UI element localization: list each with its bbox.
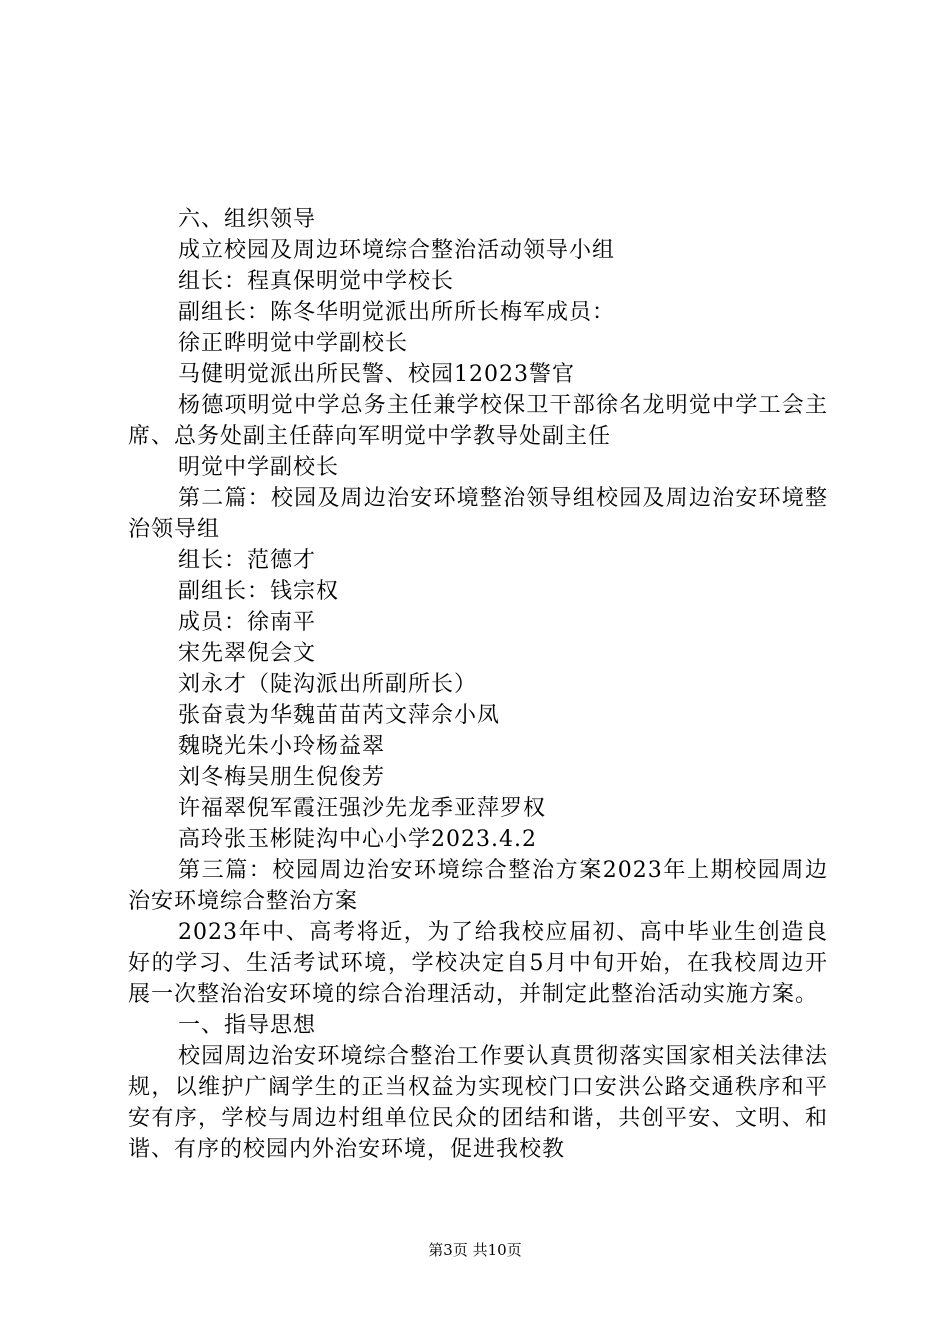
text-line: 成立校园及周边环境综合整治活动领导小组 [178,238,616,263]
text-line: 高玲张玉彬陡沟中心小学2023.4.2 [178,827,537,852]
section-heading: 一、指导思想 [178,1013,317,1038]
text-line: 宋先翠倪会文 [178,641,317,666]
text-line: 组长：程真保明觉中学校长 [178,269,455,294]
text-line: 副组长：陈冬华明觉派出所所长梅军成员： [178,300,616,325]
paragraph: 杨德项明觉中学总务主任兼学校保卫干部徐名龙明觉中学工会主席、总务处副主任薛向军明觉中学教导处副主任 [128,393,828,449]
section-heading: 六、组织领导 [178,207,317,232]
text-line: 魏晓光朱小玲杨益翠 [178,734,386,759]
text-line: 刘永才（陡沟派出所副所长） [178,672,478,697]
text-line: 组长：范德才 [178,548,317,573]
document-body [128,204,828,1165]
text-line: 刘冬梅吴朋生倪俊芳 [178,765,386,790]
text-line: 马健明觉派出所民警、校园12023警官 [178,362,575,387]
text-line: 徐正晔明觉中学副校长 [178,331,409,356]
paragraph: 2023年中、高考将近，为了给我校应届初、高中毕业生创造良好的学习、生活考试环境，学校决定自5月中旬开始，在我校周边开展一次整治治安环境的综合治理活动，并制定此整治活动实施方案。 [128,920,828,1007]
paragraph: 校园周边治安环境综合整治工作要认真贯彻落实国家相关法律法规，以维护广阔学生的正当权益为实现校门口安洪公路交通秩序和平安有序，学校与周边村组单位民众的团结和谐，共创平安、文明、和谐、有序的校园内外治安环境，促进我校教 [128,1044,828,1162]
text-line: 副组长：钱宗权 [178,579,340,604]
chapter-heading: 第二篇：校园及周边治安环境整治领导组校园及周边治安环境整治领导组 [128,486,828,542]
page-number: 第3页 共10页 [428,1241,522,1259]
text-line: 张奋袁为华魏苗苗芮文萍佘小凤 [178,703,501,728]
chapter-heading: 第三篇：校园周边治安环境综合整治方案2023年上期校园周边治安环境综合整治方案 [128,858,828,914]
text-line: 成员：徐南平 [178,610,317,635]
text-line: 许福翠倪军霞汪强沙先龙季亚萍罗权 [178,796,547,821]
text-line: 明觉中学副校长 [178,455,340,480]
